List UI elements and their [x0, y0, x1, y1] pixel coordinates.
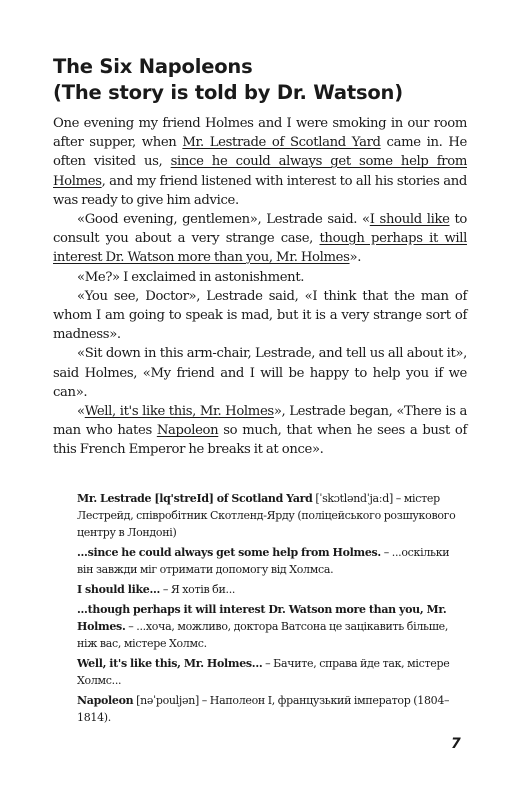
note-item: [77, 581, 457, 598]
note-term: I should like...: [77, 583, 161, 596]
note-term: ...since he could always get some help from Holmes.: [77, 546, 381, 559]
page-number: 7: [451, 736, 461, 752]
text-run: , and my friend listened with interest to all his stories and was ready to give him advice.: [53, 173, 467, 208]
note-translation: [ˈskɔtləndˈjaːd] – містер Лестрейд, співробітник Скотленд-Ярду (поліцейського розшукового центру в Лондоні): [77, 492, 456, 539]
text-run: One evening my friend Holmes and I were smoking in our room after supper, when: [53, 116, 467, 151]
paragraph-3: «Me?» I exclaimed in astonishment.: [77, 269, 305, 285]
chapter-title-line-1: The Six Napoleons: [53, 55, 253, 78]
underlined-phrase: Well, it's like this, Mr. Holmes: [84, 404, 274, 420]
underlined-phrase: though perhaps it will interest Dr. Watson more than you, Mr. Holmes: [53, 231, 467, 266]
note-translation: – ...оскільки він завжди міг отримати допомогу від Холмса.: [77, 546, 450, 576]
note-term: Napoleon: [77, 694, 134, 707]
chapter-title-line-2: (The story is told by Dr. Watson): [53, 81, 403, 104]
underlined-phrase: since he could always get some help from Holmes: [53, 154, 467, 189]
text-run: ».: [349, 250, 362, 266]
note-translation: – Я хотів би...: [160, 583, 236, 596]
note-item: [77, 544, 457, 578]
underlined-phrase: I should like: [369, 212, 450, 228]
note-translation: [nəˈpouljən] – Наполеон I, французький імператор (1804–1814).: [77, 694, 450, 724]
note-item: [77, 692, 457, 726]
paragraph-5: «Sit down in this arm-chair, Lestrade, and tell us all about it», said Holmes, «My friend and I will be happy to help you if we can».: [53, 346, 467, 400]
story-text: [53, 114, 467, 460]
text-run: to consult you about a very strange case,: [53, 212, 467, 247]
note-term: ...though perhaps it will interest Dr. Watson more than you, Mr. Holmes.: [77, 603, 447, 633]
underlined-phrase: Mr. Lestrade of Scotland Yard: [182, 135, 381, 151]
paragraph-1: [53, 114, 467, 210]
text-run: came in. He often visited us,: [53, 135, 467, 170]
note-term: Well, it's like this, Mr. Holmes...: [77, 657, 263, 670]
chapter-title: [53, 54, 493, 106]
note-translation: – Бачите, справа йде так, містере Холмс...: [77, 657, 450, 687]
text-run: «Good evening, gentlemen», Lestrade said. «: [77, 212, 370, 228]
paragraph-2: [53, 210, 467, 268]
note-term: Mr. Lestrade [lq'streId] of Scotland Yard: [77, 492, 313, 505]
note-item: [77, 490, 457, 541]
paragraph-6: [53, 402, 467, 460]
note-item: [77, 655, 457, 689]
glossary-notes: [77, 490, 457, 729]
text-run: «: [77, 404, 85, 420]
underlined-phrase: Napoleon: [156, 423, 219, 439]
text-run: », Lestrade began, «There is a man who hates: [53, 404, 467, 439]
paragraph-4: «You see, Doctor», Lestrade said, «I think that the man of whom I am going to speak is mad, but it is a very strange sort of madness».: [53, 288, 467, 343]
text-run: so much, that when he sees a bust of this French Emperor he breaks it at once».: [53, 423, 468, 458]
note-item: [77, 601, 457, 652]
note-translation: – ...хоча, можливо, доктора Ватсона це зацікавить більше, ніж вас, містере Холмс.: [77, 620, 449, 650]
